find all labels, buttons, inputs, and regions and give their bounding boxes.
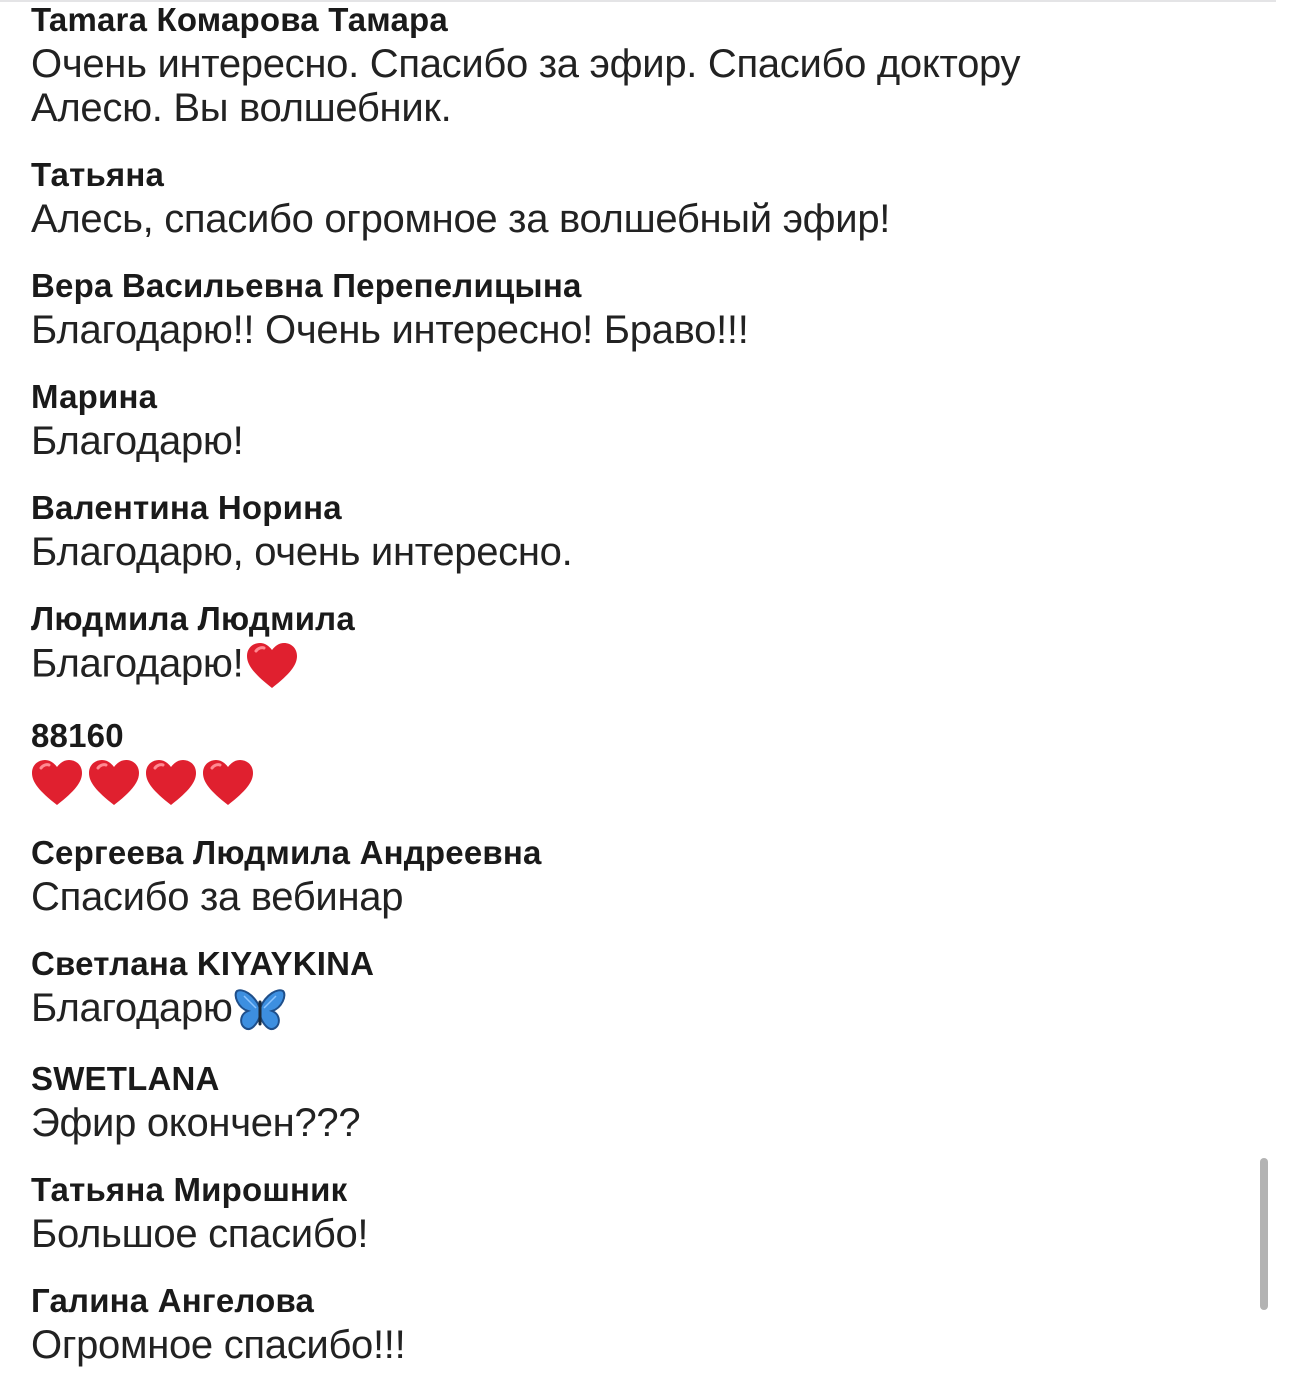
message-author: Татьяна Мирошник [31, 1171, 348, 1209]
chat-message [31, 597, 1231, 714]
message-text: Очень интересно. Спасибо за эфир. Спасибо доктору Алесю. Вы волшебник. [31, 42, 1021, 130]
message-author: Марина [31, 378, 158, 415]
chat-messages-list[interactable] [31, 0, 1231, 1394]
red-heart-icon [244, 641, 300, 691]
chat-message [31, 0, 1231, 153]
chat-message [31, 1168, 1231, 1279]
message-text: Благодарю, очень интересно. [31, 530, 573, 574]
message-text: Эфир окончен??? [31, 1101, 361, 1146]
message-text: Благодарю [31, 986, 233, 1030]
message-body [31, 986, 1231, 1057]
message-author: Валентина Норина [31, 489, 342, 526]
message-author: Людмила Людмила [31, 600, 355, 637]
message-text: Алесь, спасибо огромное за волшебный эфир! [31, 197, 891, 241]
message-author: Светлана KIYAYKINA [31, 945, 375, 982]
red-heart-icon [86, 758, 142, 808]
message-body [31, 641, 1231, 714]
message-author: Tamara Комарова Тамара [31, 1, 448, 38]
message-body [31, 758, 1231, 831]
chat-message [31, 486, 1231, 597]
message-text: Спасибо за вебинар [31, 875, 404, 919]
message-text: Благодарю! [31, 641, 244, 686]
chat-message [31, 714, 1231, 831]
message-author: 88160 [31, 717, 124, 754]
message-author: Вера Васильевна Перепелицына [31, 267, 582, 304]
message-text: Благодарю!! Очень интересно! Браво!!! [31, 308, 749, 352]
chat-message [31, 942, 1231, 1057]
message-text: Благодарю! [31, 419, 244, 463]
message-author: Галина Ангелова [31, 1282, 315, 1320]
red-heart-icon [200, 758, 256, 808]
butterfly-icon [234, 986, 286, 1034]
scrollbar-thumb[interactable] [1260, 1158, 1268, 1310]
chat-message [31, 375, 1231, 486]
message-author: SWETLANA [31, 1060, 220, 1098]
message-author: Татьяна [31, 156, 165, 193]
message-author: Сергеева Людмила Андреевна [31, 834, 542, 871]
chat-message [31, 831, 1231, 942]
message-text: Большое спасибо! [31, 1212, 369, 1257]
chat-message [31, 264, 1231, 375]
red-heart-icon [31, 758, 85, 808]
chat-message [31, 1279, 1231, 1390]
chat-message [31, 1057, 1231, 1168]
red-heart-icon [143, 758, 199, 808]
chat-message [31, 153, 1231, 264]
message-text: Огромное спасибо!!! [31, 1323, 406, 1368]
